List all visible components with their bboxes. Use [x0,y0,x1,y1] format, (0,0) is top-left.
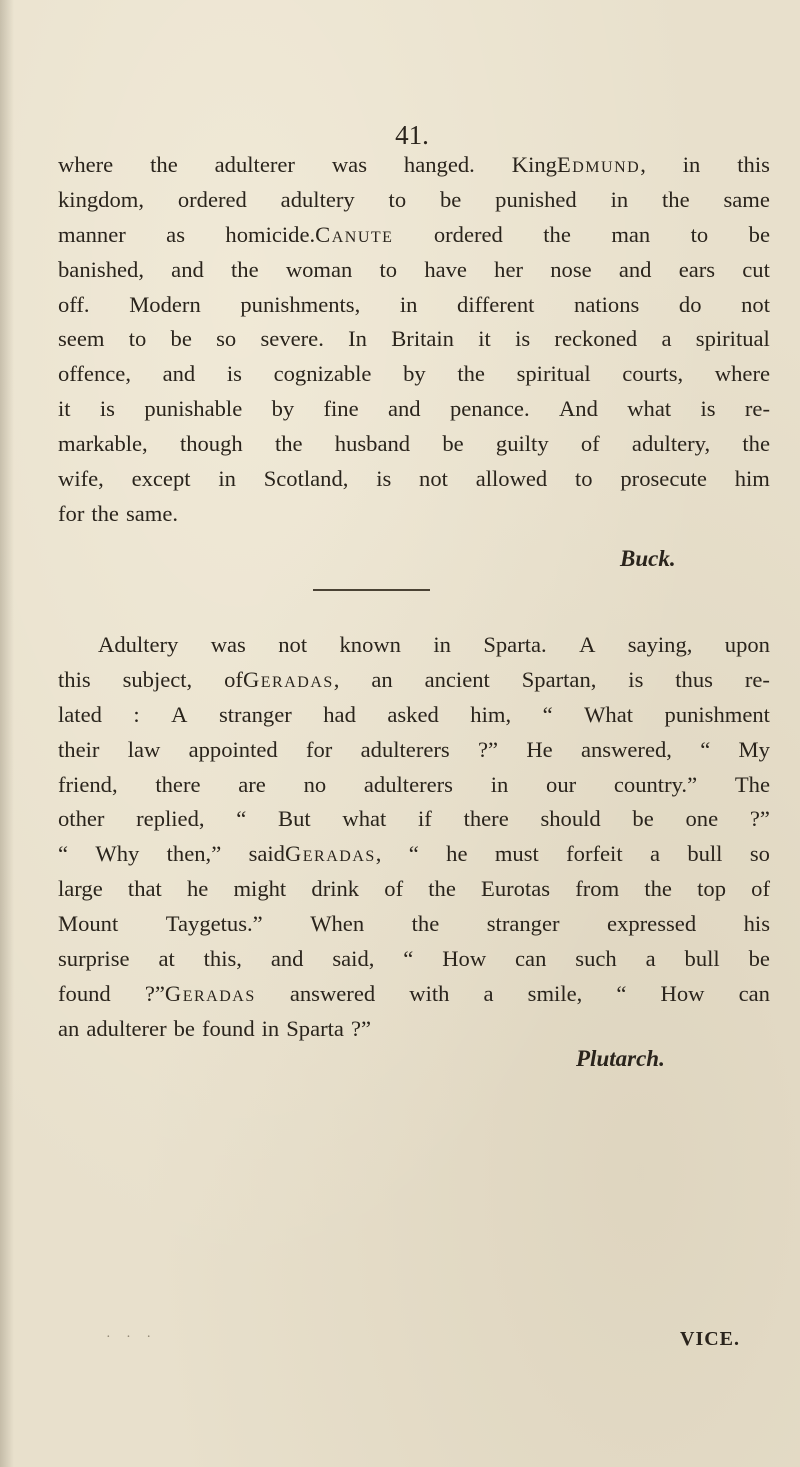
word: if [418,806,432,832]
word: there [463,806,509,832]
text-line [58,977,770,1012]
word: the [231,256,259,282]
word: How [442,946,487,972]
word: Scotland, [263,466,349,492]
word: ?” [477,736,499,762]
word: can [515,946,547,972]
word: in [682,152,701,177]
word: be [748,946,770,972]
word: same [723,186,770,212]
word: answered, [580,736,672,762]
text-line [58,357,770,392]
word: ?”Geradas [144,980,256,1006]
word: this, [203,946,242,972]
word: by [271,396,295,422]
word: “ [616,980,627,1006]
text-line [58,907,770,942]
text-line [58,802,770,837]
word: stranger [486,911,560,937]
word: appointed [188,736,278,762]
word: woman [285,256,353,282]
word: the [644,876,672,902]
word: , [333,666,340,692]
text-line [58,148,770,183]
word: re- [744,396,770,422]
word: one [685,806,719,832]
word: country.” [613,771,698,797]
word: adultery [280,186,355,212]
word: to [388,186,407,212]
word: in [399,291,418,317]
word: is [628,666,644,692]
word: friend, [58,771,118,797]
word: and [387,396,421,422]
word: to [575,466,593,492]
word: of [580,431,600,457]
word: The [734,771,770,797]
word: offence, [58,361,131,387]
text-line [58,392,770,427]
word: his [743,911,770,937]
word: He [526,736,553,762]
word: known [339,632,401,657]
word: ancient [424,666,490,692]
word: surprise [58,946,130,972]
word: hanged. [403,152,475,177]
word: and [171,256,204,282]
section-divider [313,589,430,591]
word: punished [495,186,577,212]
word: can [738,980,770,1006]
word: replied, [136,806,205,832]
word: for [58,500,85,526]
word: “ [408,841,419,867]
word: is [226,361,242,387]
word: and [162,361,196,387]
word: thus [675,666,713,692]
word: : [133,701,140,727]
word: smile, [527,980,583,1006]
word: ordered [177,186,247,212]
word: homicide.Canute [225,221,394,247]
word: bull [684,946,720,972]
word: be [439,186,462,212]
word: When [310,911,365,937]
word: nations [574,291,640,317]
word: asked [387,701,439,727]
paper-specks: · · · [106,1330,157,1345]
word: their [58,736,100,762]
word: Why [95,841,140,867]
word: from [575,876,620,902]
word: , [375,841,382,867]
word: ?” [749,806,770,832]
word: saidGeradas, [248,841,382,867]
word: “ [403,946,414,972]
word: Adultery [98,632,179,657]
text-line [58,628,770,663]
word: are [238,771,266,797]
word: What [584,701,634,727]
word: of [384,876,404,902]
word: adulterer [86,1015,167,1041]
word: the [428,876,456,902]
text-line [58,872,770,907]
attribution-plutarch: Plutarch. [576,1046,665,1071]
word: seem [58,326,105,352]
proper-name: Canute [315,221,394,247]
word: the [274,431,303,457]
word: this [737,152,770,177]
text-line [58,497,770,532]
word: a [645,946,656,972]
text-line [58,183,770,218]
word: so [216,326,237,352]
word: off. [58,291,90,317]
word: the [662,186,690,212]
word: severe. [260,326,324,352]
word: though [179,431,243,457]
word: by [403,361,426,387]
word: KingEdmund, [511,152,646,177]
word: subject, [122,666,193,692]
word: But [278,806,311,832]
word: A [579,632,596,657]
word: adulterer [214,152,295,177]
text-line [58,322,770,357]
word: not [741,291,770,317]
word: A [171,701,188,727]
word: forfeit [566,841,623,867]
text-line [58,427,770,462]
word: adulterers [363,771,453,797]
proper-name: Edmund [556,152,641,177]
word: with [409,980,450,1006]
word: saying, [627,632,693,657]
word: to [690,221,709,247]
word: he [186,876,209,902]
word: “ [700,736,711,762]
word: might [233,876,287,902]
text-line [58,837,770,872]
word: to [379,256,398,282]
word: same. [125,500,179,526]
word: re- [744,666,770,692]
proper-name: Geradas [284,841,376,867]
text-line [58,462,770,497]
word: “ [58,841,69,867]
text-line [58,218,770,253]
word: nose [550,256,592,282]
word: her [494,256,524,282]
word: such [575,946,617,972]
word: In [348,326,367,352]
word: is [515,326,531,352]
word: the [457,361,485,387]
word: him, [470,701,512,727]
word: large [58,876,103,902]
word: courts, [622,361,684,387]
word: ofGeradas, [224,666,340,692]
word: be [748,221,770,247]
word: have [424,256,467,282]
word: be [442,431,464,457]
word: law [127,736,161,762]
word: found [201,1015,255,1041]
word: adultery, [631,431,711,457]
word: a [661,326,672,352]
word: prosecute [620,466,707,492]
word: an [58,1015,80,1041]
word: of [751,876,770,902]
word: and [270,946,304,972]
word: the [543,221,571,247]
word: and [618,256,652,282]
word: Taygetus.” [165,911,263,937]
word: is [700,396,716,422]
word: him [734,466,770,492]
word: “ [236,806,247,832]
text-line [58,663,770,698]
word: that [127,876,162,902]
word: ?” [350,1015,372,1041]
word: for [305,736,333,762]
word: Eurotas [481,876,551,902]
word: do [678,291,702,317]
attribution-buck: Buck. [620,546,676,571]
word: wife, [58,466,104,492]
word: what [342,806,387,832]
word: other [58,806,105,832]
word: it [58,396,71,422]
word: manner [58,221,126,247]
word: our [546,771,577,797]
proper-name: Geradas [242,666,334,692]
word: at [158,946,175,972]
word: man [611,221,651,247]
word: upon [724,632,770,657]
word: Britain [391,326,454,352]
word: Mount [58,911,119,937]
word: be [170,326,192,352]
word: had [323,701,356,727]
catchword: VICE. [680,1328,741,1350]
word: so [749,841,770,867]
word: was [210,632,246,657]
text-line [58,733,770,768]
word: Spartan, [521,666,597,692]
word: in [433,632,451,657]
word: allowed [475,466,548,492]
word: is [376,466,392,492]
word: cut [742,256,770,282]
word: be [173,1015,195,1041]
word: an [371,666,393,692]
word: found [58,980,111,1006]
word: is [99,396,115,422]
word: adulterers [360,736,450,762]
word: then,” [166,841,222,867]
word: fine [323,396,359,422]
word: in [261,1015,280,1041]
word: in [490,771,509,797]
word: a [649,841,660,867]
word: the [150,152,178,177]
word: where [58,152,114,177]
word: a [483,980,494,1006]
word: spiritual [516,361,591,387]
word: what [627,396,672,422]
word: punishments, [240,291,361,317]
paragraph-adultery-punishments [58,148,770,532]
word: he [446,841,468,867]
word: spiritual [695,326,770,352]
word: as [166,221,185,247]
word: expressed [607,911,697,937]
word: there [155,771,201,797]
word: where [714,361,770,387]
word: ears [678,256,716,282]
word: different [457,291,535,317]
paragraph-sparta-geradas [58,628,770,1047]
word: kingdom, [58,186,144,212]
text-line [58,698,770,733]
word: penance. [449,396,530,422]
word: Sparta. [483,632,547,657]
word: Sparta [286,1015,344,1041]
word: stranger [218,701,292,727]
text-line [58,253,770,288]
word: drink [311,876,360,902]
word: guilty [495,431,549,457]
word: to [128,326,147,352]
page-number: 41. [395,120,429,150]
word: , [640,152,646,177]
word: the [91,500,119,526]
word: must [494,841,539,867]
word: bull [687,841,723,867]
word: My [738,736,770,762]
word: “ [542,701,553,727]
word: except [131,466,191,492]
word: not [278,632,308,657]
word: punishment [664,701,770,727]
word: banished, [58,256,144,282]
page-edge-shadow [0,0,14,1467]
word: the [742,431,770,457]
word: lated [58,701,102,727]
word: answered [289,980,376,1006]
word: the [411,911,440,937]
word: markable, [58,431,148,457]
text-line [58,768,770,803]
word: no [303,771,327,797]
word: said, [332,946,375,972]
word: in [610,186,629,212]
word: should [540,806,601,832]
word: punishable [144,396,243,422]
word: top [697,876,726,902]
word: was [331,152,367,177]
word: And [558,396,598,422]
word: this [58,666,91,692]
word: Modern [129,291,201,317]
word: be [632,806,654,832]
word: in [218,466,236,492]
proper-name: Geradas [164,980,256,1006]
word: cognizable [273,361,372,387]
word: not [419,466,448,492]
text-line [58,1012,770,1047]
word: reckoned [554,326,638,352]
word: husband [334,431,411,457]
word: How [660,980,705,1006]
text-line [58,288,770,323]
word: ordered [433,221,503,247]
word: it [478,326,491,352]
text-line [58,942,770,977]
